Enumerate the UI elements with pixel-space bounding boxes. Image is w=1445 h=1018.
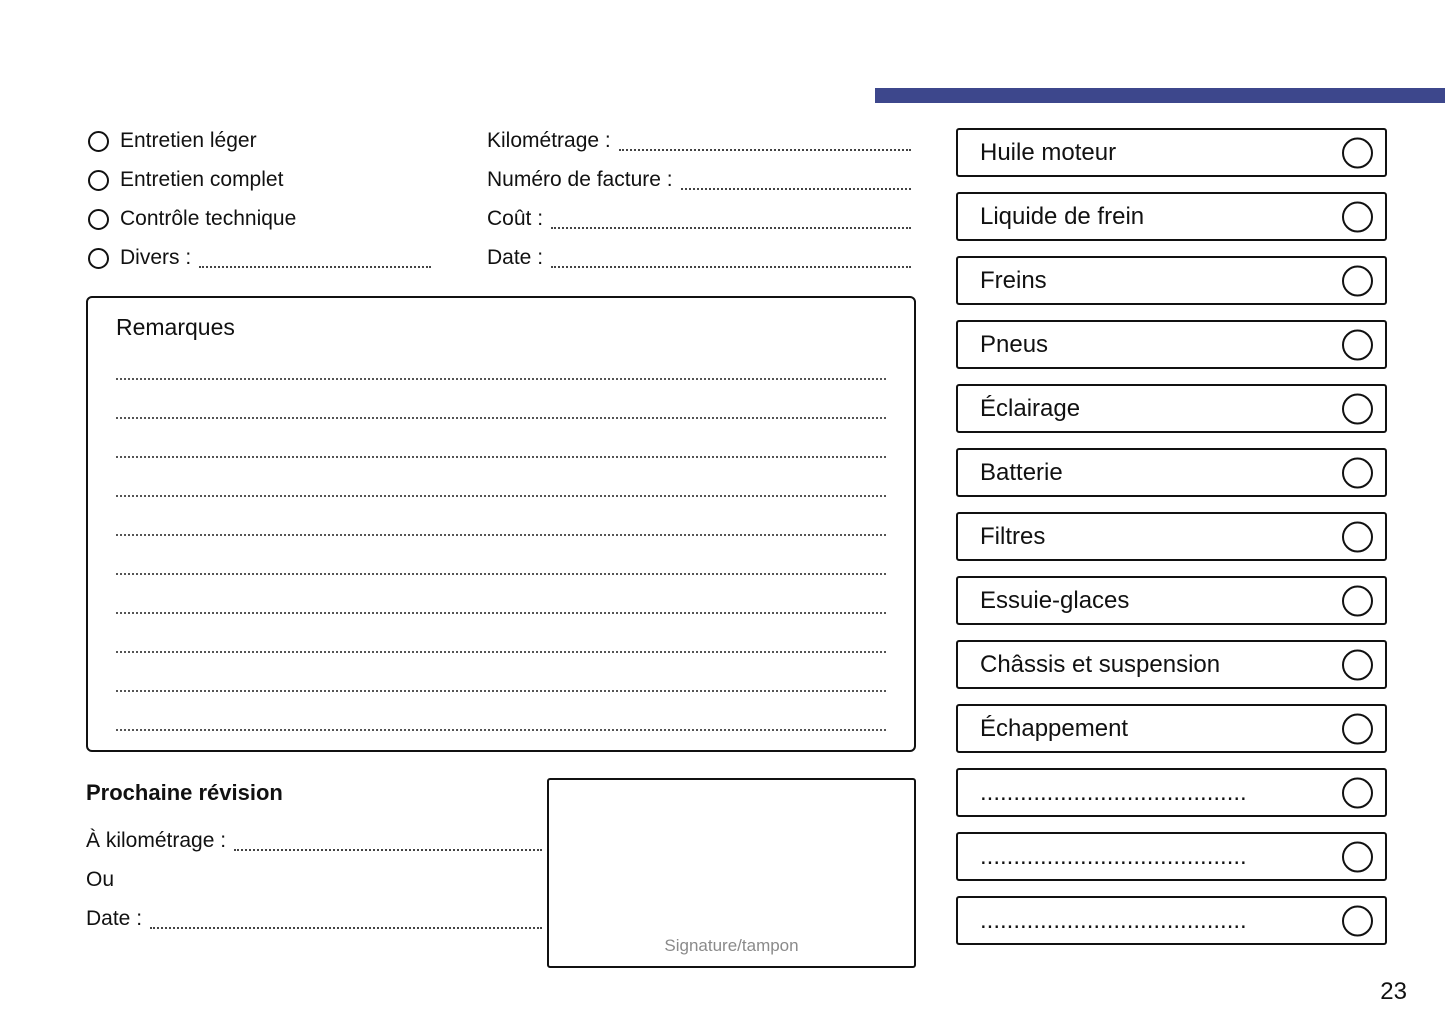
- checklist-item-label: Échappement: [980, 714, 1129, 742]
- check-circle[interactable]: [1342, 713, 1373, 744]
- remarks-line[interactable]: [116, 456, 886, 458]
- radio-circle[interactable]: [88, 209, 109, 230]
- checklist-item-label: Huile moteur: [980, 138, 1117, 166]
- remarks-title: Remarques: [116, 314, 235, 340]
- remarks-line[interactable]: [116, 378, 886, 380]
- check-circle[interactable]: [1342, 585, 1373, 616]
- signature-box: [547, 778, 916, 968]
- remarks-line[interactable]: [116, 651, 886, 653]
- checklist-item: [956, 320, 1387, 369]
- service-option: [88, 204, 431, 234]
- checklist-item-blank: [956, 896, 1387, 945]
- remarks-lines: [88, 378, 914, 731]
- check-circle[interactable]: [1342, 521, 1373, 552]
- service-option-label: Divers :: [120, 246, 192, 269]
- checklist-item: [956, 704, 1387, 753]
- service-option: [88, 243, 431, 273]
- check-circle[interactable]: [1342, 841, 1373, 872]
- detail-field: [487, 243, 911, 273]
- remarks-line[interactable]: [116, 690, 886, 692]
- check-circle[interactable]: [1342, 777, 1373, 808]
- service-option-label: Entretien léger: [120, 129, 257, 152]
- next-service-title: Prochaine révision: [86, 780, 283, 805]
- fill-line[interactable]: [150, 917, 542, 929]
- check-circle[interactable]: [1342, 649, 1373, 680]
- detail-field: [487, 204, 911, 234]
- fill-line[interactable]: [619, 139, 911, 151]
- remarks-box: [86, 296, 916, 752]
- checklist-item: [956, 192, 1387, 241]
- signature-label: Signature/tampon: [664, 936, 799, 955]
- check-circle[interactable]: [1342, 201, 1373, 232]
- detail-field-label: Coût :: [487, 207, 544, 230]
- checklist-item-label: Freins: [980, 266, 1047, 294]
- checklist-item-label: ........................................: [980, 778, 1247, 806]
- service-option: [88, 165, 431, 195]
- fill-line[interactable]: [551, 217, 911, 229]
- remarks-line[interactable]: [116, 417, 886, 419]
- checklist-item-blank: [956, 832, 1387, 881]
- fill-line[interactable]: [234, 839, 542, 851]
- page-number: 23: [1380, 978, 1407, 1005]
- check-circle[interactable]: [1342, 137, 1373, 168]
- radio-circle[interactable]: [88, 170, 109, 191]
- remarks-line[interactable]: [116, 534, 886, 536]
- checklist-item: [956, 448, 1387, 497]
- next-service-section: [86, 780, 542, 943]
- next-service-field: [86, 904, 542, 934]
- fill-line[interactable]: [681, 178, 911, 190]
- check-circle[interactable]: [1342, 905, 1373, 936]
- checklist-item: [956, 384, 1387, 433]
- checklist-item-label: Liquide de frein: [980, 202, 1145, 230]
- checklist-item-label: Filtres: [980, 522, 1046, 550]
- next-service-field-label: Ou: [86, 868, 115, 891]
- check-circle[interactable]: [1342, 393, 1373, 424]
- detail-field-label: Date :: [487, 246, 544, 269]
- detail-field-label: Numéro de facture :: [487, 168, 673, 191]
- checklist-item-blank: [956, 768, 1387, 817]
- checklist-item-label: Essuie-glaces: [980, 586, 1130, 614]
- checklist: [956, 128, 1387, 960]
- remarks-line[interactable]: [116, 612, 886, 614]
- fill-line[interactable]: [551, 256, 911, 268]
- service-option-label: Contrôle technique: [120, 207, 297, 230]
- next-service-field: [86, 826, 542, 856]
- checklist-item-label: Pneus: [980, 330, 1049, 358]
- checklist-item: [956, 256, 1387, 305]
- service-option-label: Entretien complet: [120, 168, 284, 191]
- fill-line[interactable]: [199, 256, 431, 268]
- checklist-item: [956, 512, 1387, 561]
- detail-field-label: Kilométrage :: [487, 129, 611, 152]
- check-circle[interactable]: [1342, 265, 1373, 296]
- radio-circle[interactable]: [88, 131, 109, 152]
- checklist-item-label: Batterie: [980, 458, 1063, 486]
- checklist-item-label: ........................................: [980, 906, 1247, 934]
- checklist-item-label: Éclairage: [980, 394, 1081, 422]
- next-service-field-label: À kilométrage :: [86, 829, 227, 852]
- remarks-line[interactable]: [116, 495, 886, 497]
- remarks-line[interactable]: [116, 729, 886, 731]
- checklist-item: [956, 128, 1387, 177]
- detail-field: [487, 165, 911, 195]
- checklist-item: [956, 576, 1387, 625]
- checklist-item: [956, 640, 1387, 689]
- check-circle[interactable]: [1342, 457, 1373, 488]
- accent-bar: [875, 88, 1445, 103]
- check-circle[interactable]: [1342, 329, 1373, 360]
- service-type-options: [88, 126, 431, 282]
- checklist-item-label: Châssis et suspension: [980, 650, 1221, 678]
- checklist-item-label: ........................................: [980, 842, 1247, 870]
- next-service-field-label: Date :: [86, 907, 143, 930]
- radio-circle[interactable]: [88, 248, 109, 269]
- service-detail-fields: [487, 126, 911, 282]
- remarks-line[interactable]: [116, 573, 886, 575]
- service-option: [88, 126, 431, 156]
- detail-field: [487, 126, 911, 156]
- next-service-field: [86, 865, 542, 895]
